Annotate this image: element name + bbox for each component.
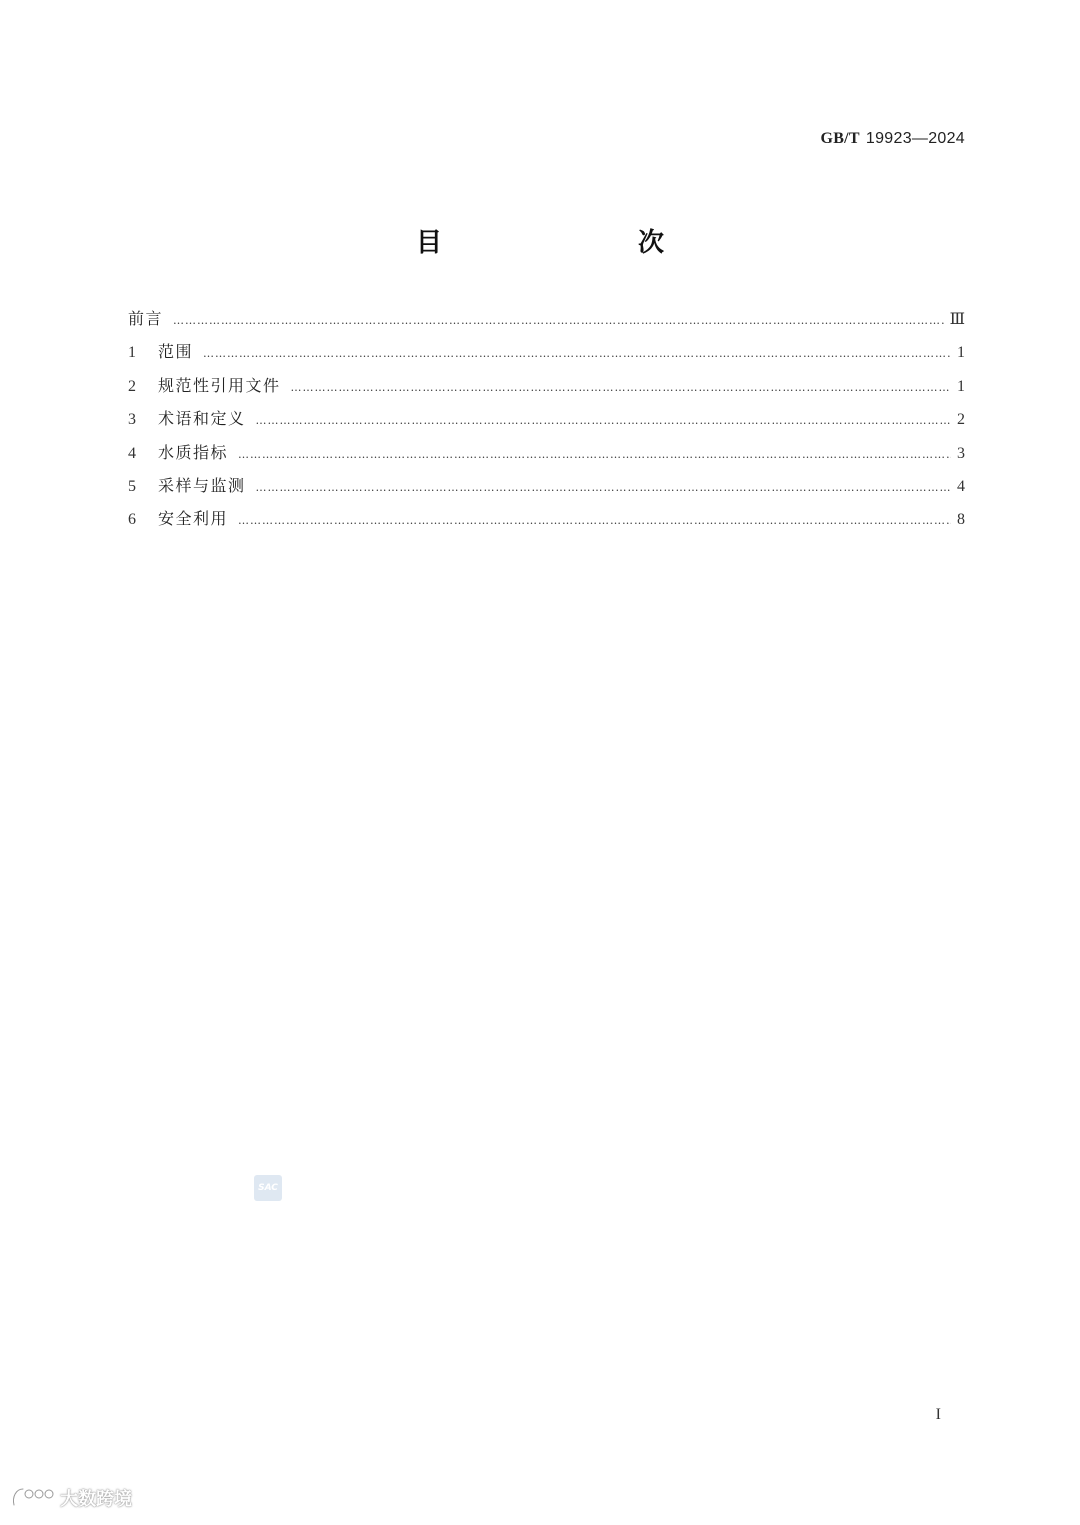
toc-label: 安全利用 [158,509,229,529]
toc-page: 3 [957,444,965,462]
toc-page: Ⅲ [949,311,965,328]
toc-page: 1 [957,344,965,362]
standard-code [820,128,965,148]
toc-num: 4 [128,444,136,462]
toc-entry-4[interactable] [128,440,965,473]
toc-entry-foreword[interactable] [128,306,965,339]
toc-entry-2[interactable] [128,373,965,406]
toc-page: 1 [957,377,965,395]
toc-leader-dots [238,514,951,527]
toc-entry-3[interactable] [128,406,965,439]
toc-leader-dots [291,381,951,394]
toc-leader-dots [173,314,944,327]
toc-page: 4 [957,477,965,495]
standard-number: 19923—2024 [865,130,965,147]
sac-logo-icon: SAC [254,1175,282,1201]
toc-num: 3 [128,411,136,429]
table-of-contents [128,306,965,540]
brand-logo-icon [10,1485,54,1511]
standard-prefix: GB/T [820,130,860,147]
toc-num: 5 [128,477,136,495]
toc-num: 2 [128,377,136,395]
toc-entry-1[interactable] [128,339,965,372]
toc-label: 采样与监测 [158,475,246,495]
toc-label: 前言 [128,309,164,328]
toc-num: 1 [128,344,136,362]
toc-entry-6[interactable] [128,506,965,539]
toc-entry-5[interactable] [128,473,965,506]
toc-page: 8 [957,511,965,529]
toc-label: 水质指标 [158,442,229,462]
brand-name: 大数跨境 [60,1489,132,1510]
toc-label: 规范性引用文件 [158,375,281,395]
page-number: I [935,1406,941,1423]
brand-watermark [10,1485,132,1511]
toc-label: 范围 [158,342,194,362]
toc-leader-dots [256,481,951,494]
toc-leader-dots [238,448,951,461]
toc-page: 2 [957,411,965,429]
toc-leader-dots [256,414,951,427]
toc-label: 术语和定义 [158,409,246,429]
page-title: 目 次 [415,228,712,258]
toc-num: 6 [128,511,136,529]
toc-leader-dots [203,347,951,360]
